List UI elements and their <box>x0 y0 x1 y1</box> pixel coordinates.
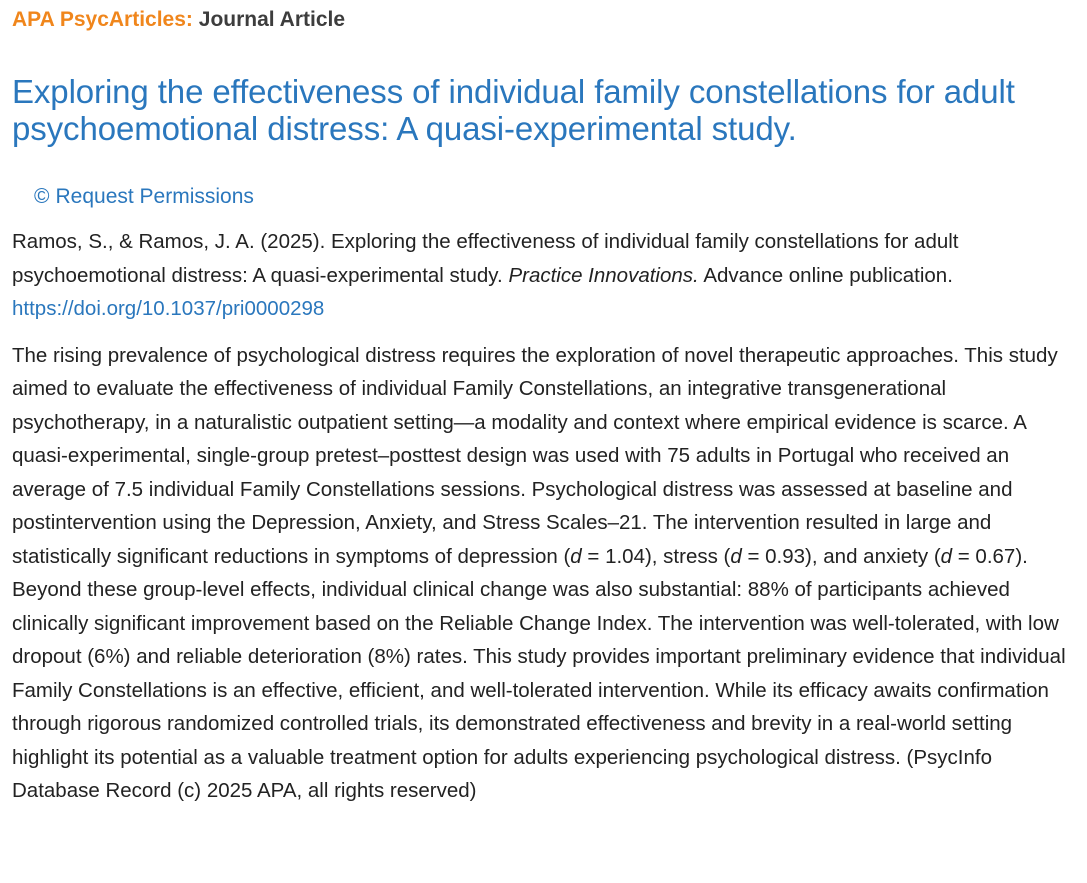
stress-effect: = 0.93), and anxiety ( <box>741 544 941 568</box>
journal-name: Practice Innovations. <box>508 263 699 287</box>
database-name: APA PsycArticles: <box>12 8 193 31</box>
effect-size-symbol: d <box>570 544 582 568</box>
citation <box>12 225 1075 326</box>
abstract-part-2: = 0.67). Beyond these group-level effects, individual clinical change was also substantial: 88% of participants achieved clinically significant improvement based on the Reliable Change Index. The intervention was well-tolerated, with low dropout (6%) and reliable deterioration (8%) rates. This study provides important preliminary evidence that individual Family Constellations is an effective, efficient, and well-tolerated intervention. While its efficacy awaits confirmation through rigorous randomized controlled trials, its demonstrated effectiveness and brevity in a real-world setting highlight its potential as a valuable treatment option for adults experiencing psychological distress. (PsycInfo Database Record (c) 2025 APA, all rights reserved) <box>12 544 1066 802</box>
abstract <box>12 339 1075 808</box>
effect-size-symbol: d <box>940 544 953 568</box>
effect-size-symbol: d <box>730 544 742 568</box>
citation-authors-title: Ramos, S., & Ramos, J. A. (2025). Exploring the effectiveness of individual family constellations for adult psychoemotional distress: A quasi-experimental study. <box>12 230 959 287</box>
publication-status: Advance online publication. <box>703 263 953 287</box>
request-permissions-link[interactable] <box>34 185 254 208</box>
record-source-line <box>12 6 1075 34</box>
permissions-row <box>34 183 1075 211</box>
record-type: Journal Article <box>198 8 346 31</box>
copyright-icon: © <box>34 185 50 208</box>
doi-link[interactable]: https://doi.org/10.1037/pri0000298 <box>12 297 325 320</box>
article-title: Exploring the effectiveness of individual family constellations for adult psychoemotional distress: A quasi-experimental study. <box>12 73 1015 147</box>
request-permissions-label: Request Permissions <box>55 185 254 208</box>
depression-effect: = 1.04), stress ( <box>581 544 731 568</box>
abstract-part-1: The rising prevalence of psychological distress requires the exploration of novel therapeutic approaches. This study aimed to evaluate the effectiveness of individual Family Constellations, an integrative transgenerational psychotherapy, in a naturalistic outpatient setting—a modality and context where empirical evidence is scarce. A quasi-experimental, single-group pretest–posttest design was used with 75 adults in Portugal who received an average of 7.5 individual Family Constellations sessions. Psychological distress was assessed at baseline and postintervention using the Depression, Anxiety, and Stress Scales–21. The intervention resulted in large and statistically significant reductions in symptoms of depression ( <box>12 343 1058 568</box>
